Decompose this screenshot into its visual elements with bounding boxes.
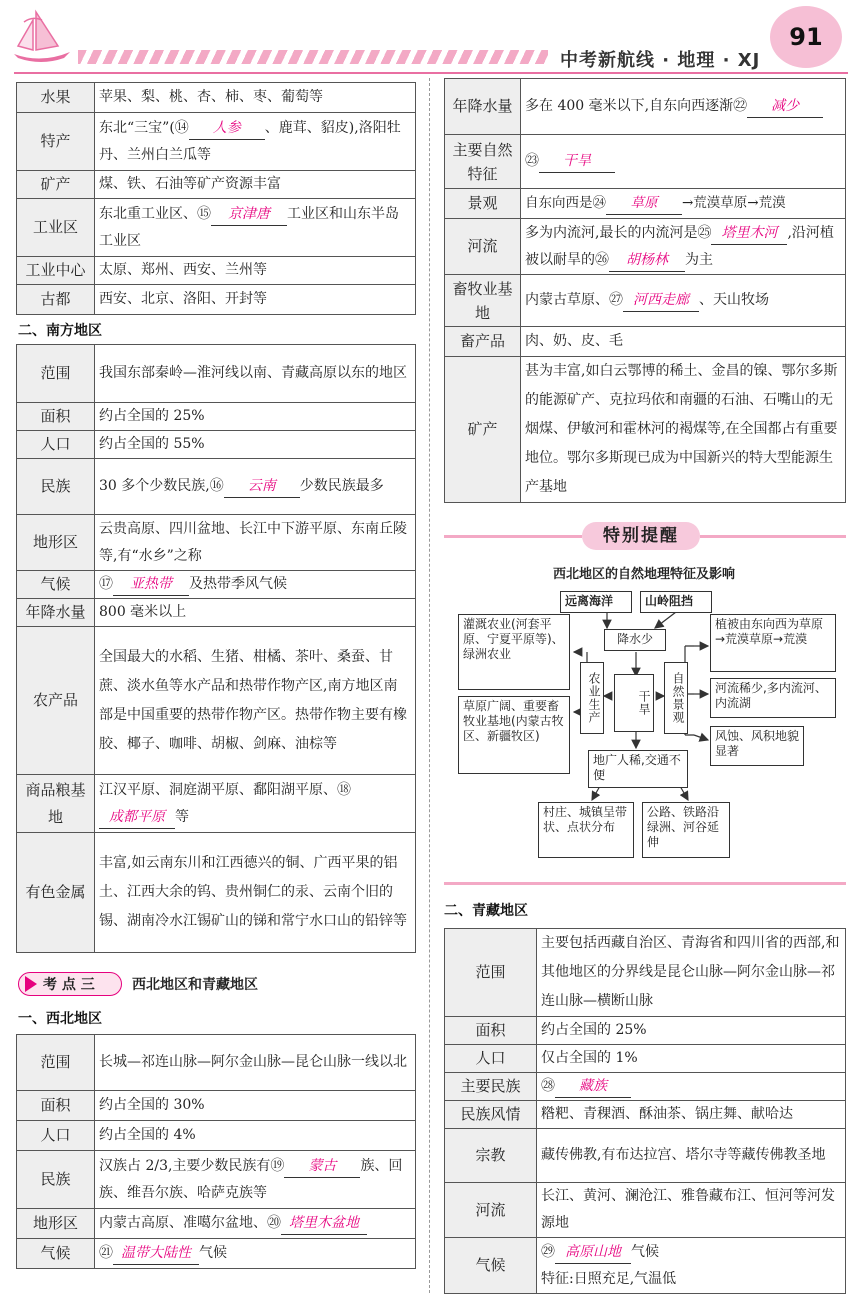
row-key: 畜产品 <box>445 327 521 357</box>
row-key: 农产品 <box>17 627 95 775</box>
row-key: 人口 <box>17 431 95 459</box>
row-key: 地形区 <box>17 515 95 571</box>
row-value: 多为内流河,最长的内流河是㉕ 塔里木河 ,沿河植被以耐旱的㉖ 胡杨林 为主 <box>521 219 846 275</box>
northwest-heading: 一、西北地区 <box>18 1011 102 1027</box>
row-key: 有色金属 <box>17 833 95 953</box>
row-value: 约占全国的 55% <box>95 431 416 459</box>
row-value: 全国最大的水稻、生猪、柑橘、茶叶、桑蚕、甘蔗、淡水鱼等水产品和热带作物产区,南方地区南部是中国重要的热带作物产区。热带作物主要有橡胶、椰子、咖啡、胡椒、剑麻、油棕等 <box>95 627 416 775</box>
qinghai-tibet-heading: 二、青藏地区 <box>444 903 528 919</box>
row-value: 内蒙古草原、㉗ 河西走廊 、天山牧场 <box>521 275 846 327</box>
row-key: 范围 <box>17 345 95 403</box>
answer-blank: 草原 <box>606 192 682 215</box>
wind-landform-box: 风蚀、风积地貌显著 <box>710 726 804 766</box>
row-value: ㉙ 高原山地 气候 特征:日照充足,气温低 <box>537 1238 846 1294</box>
settlement-distribution-box: 村庄、城镇呈带状、点状分布 <box>538 802 634 858</box>
transport-routes-box: 公路、铁路沿绿洲、河谷延伸 <box>642 802 730 858</box>
answer-blank: 人参 <box>189 117 265 140</box>
row-key: 人口 <box>17 1121 95 1151</box>
row-value: 主要包括西藏自治区、青海省和四川省的西部,和其他地区的分界线是昆仑山脉—阿尔金山脉—祁连山脉—横断山脉 <box>537 929 846 1017</box>
row-key: 范围 <box>17 1035 95 1091</box>
row-key: 水果 <box>17 83 95 113</box>
row-key: 人口 <box>445 1045 537 1073</box>
irrigation-agriculture-box: 灌溉农业(河套平原、宁夏平原等)、绿洲农业 <box>458 614 570 690</box>
row-key: 宗教 <box>445 1129 537 1183</box>
answer-blank: 胡杨林 <box>609 249 685 272</box>
header-title: 中考新航线 · 地理 · XJ <box>560 50 761 71</box>
row-value: 自东向西是㉔ 草原 →荒漠草原→荒漠 <box>521 189 846 219</box>
answer-blank: 云南 <box>224 475 300 498</box>
south-heading: 二、南方地区 <box>18 323 102 339</box>
rivers-box: 河流稀少,多内流河、内流湖 <box>710 678 836 718</box>
row-key: 民族风情 <box>445 1101 537 1129</box>
row-value: 内蒙古高原、准噶尔盆地、⑳ 塔里木盆地 <box>95 1209 416 1239</box>
grassland-pasture-box: 草原广阔、重要畜牧业基地(内蒙古牧区、新疆牧区) <box>458 696 570 774</box>
answer-blank: 亚热带 <box>113 573 189 596</box>
sparse-population-box: 地广人稀,交通不便 <box>588 750 688 788</box>
tip-badge: 特别提醒 <box>582 522 700 550</box>
row-key: 古都 <box>17 285 95 315</box>
row-value: ㉘ 藏族 <box>537 1073 846 1101</box>
row-key: 畜牧业基地 <box>445 275 521 327</box>
kaodian-title: 西北地区和青藏地区 <box>132 977 258 993</box>
row-value: 藏传佛教,有布达拉宫、塔尔寺等藏传佛教圣地 <box>537 1129 846 1183</box>
answer-blank: 藏族 <box>555 1075 631 1098</box>
row-key: 面积 <box>445 1017 537 1045</box>
row-value: 长城—祁连山脉—阿尔金山脉—昆仑山脉一线以北 <box>95 1035 416 1091</box>
row-key: 河流 <box>445 1183 537 1238</box>
row-value: 东北“三宝”(⑭ 人参 、鹿茸、貂皮),洛阳牡丹、兰州白兰瓜等 <box>95 113 416 171</box>
dry-box: 干旱 <box>614 674 654 732</box>
answer-blank: 减少 <box>747 95 823 118</box>
row-value: 丰富,如云南东川和江西德兴的铜、广西平果的铝土、江西大余的钨、贵州铜仁的汞、云南个旧的锡、湖南冷水江锡矿山的锑和常宁水口山的铅锌等 <box>95 833 416 953</box>
row-key: 民族 <box>17 1151 95 1209</box>
row-key: 河流 <box>445 219 521 275</box>
row-value: 约占全国的 25% <box>95 403 416 431</box>
row-value: 东北重工业区、⑮ 京津唐 工业区和山东半岛工业区 <box>95 199 416 257</box>
diagram-title: 西北地区的自然地理特征及影响 <box>552 567 735 582</box>
answer-blank: 塔里木河 <box>711 222 787 245</box>
row-value: 仅占全国的 1% <box>537 1045 846 1073</box>
row-value: 云贵高原、四川盆地、长江中下游平原、东南丘陵等,有“水乡”之称 <box>95 515 416 571</box>
qinghai-tibet-table <box>444 928 846 1294</box>
mountain-barrier-box: 山岭阻挡 <box>640 591 712 613</box>
row-key: 面积 <box>17 403 95 431</box>
row-value: 多在 400 毫米以下,自东向西逐渐㉒ 减少 <box>521 79 846 135</box>
answer-blank: 温带大陆性 <box>113 1242 199 1265</box>
row-value: 糌粑、青稞酒、酥油茶、锅庄舞、献哈达 <box>537 1101 846 1129</box>
row-value: 约占全国的 25% <box>537 1017 846 1045</box>
row-key: 年降水量 <box>17 599 95 627</box>
less-rain-box: 降水少 <box>604 629 666 651</box>
row-key: 景观 <box>445 189 521 219</box>
page-number: 91 <box>770 6 842 68</box>
row-value: ㉓ 干旱 <box>521 135 846 189</box>
far-from-sea-box: 远离海洋 <box>560 591 632 613</box>
row-key: 年降水量 <box>445 79 521 135</box>
row-value: 苹果、梨、桃、杏、柿、枣、葡萄等 <box>95 83 416 113</box>
tip-bottom-rule <box>444 882 846 885</box>
row-value: 我国东部秦岭—淮河线以南、青藏高原以东的地区 <box>95 345 416 403</box>
answer-blank: 京津唐 <box>211 203 287 226</box>
row-value: 煤、铁、石油等矿产资源丰富 <box>95 171 416 199</box>
row-value: 800 毫米以上 <box>95 599 416 627</box>
row-key: 商品粮基地 <box>17 775 95 833</box>
row-value: 甚为丰富,如白云鄂博的稀土、金昌的镍、鄂尔多斯的能源矿产、克拉玛依和南疆的石油、石嘴山的无烟煤、伊敏河和霍林河的褐煤等,在全国都占有重要地位。鄂尔多斯现已成为中国新兴的特大型能源生产基地 <box>521 357 846 503</box>
answer-blank: 干旱 <box>539 150 615 173</box>
row-value: 肉、奶、皮、毛 <box>521 327 846 357</box>
answer-blank: 塔里木盆地 <box>281 1212 367 1235</box>
answer-blank: 成都平原 <box>99 806 175 829</box>
row-value: 30 多个少数民族,⑯ 云南 少数民族最多 <box>95 459 416 515</box>
row-key: 气候 <box>17 1239 95 1269</box>
row-key: 矿产 <box>445 357 521 503</box>
row-key: 民族 <box>17 459 95 515</box>
row-key: 面积 <box>17 1091 95 1121</box>
row-value: ⑰ 亚热带 及热带季风气候 <box>95 571 416 599</box>
row-key: 气候 <box>445 1238 537 1294</box>
row-key: 范围 <box>445 929 537 1017</box>
row-value: 江汉平原、洞庭湖平原、鄱阳湖平原、⑱成都平原 等 <box>95 775 416 833</box>
row-key: 矿产 <box>17 171 95 199</box>
row-value: 太原、郑州、西安、兰州等 <box>95 257 416 285</box>
row-value: 长江、黄河、澜沧江、雅鲁藏布江、恒河等河发源地 <box>537 1183 846 1238</box>
agriculture-box: 农业生产 <box>580 662 604 734</box>
row-key: 主要自然特征 <box>445 135 521 189</box>
row-key: 气候 <box>17 571 95 599</box>
row-key: 主要民族 <box>445 1073 537 1101</box>
row-value: 约占全国的 4% <box>95 1121 416 1151</box>
answer-blank: 高原山地 <box>555 1241 631 1264</box>
row-key: 特产 <box>17 113 95 171</box>
row-value: 汉族占 2/3,主要少数民族有⑲ 蒙古 族、回族、维吾尔族、哈萨克族等 <box>95 1151 416 1209</box>
row-value: 西安、北京、洛阳、开封等 <box>95 285 416 315</box>
natural-landscape-box: 自然景观 <box>664 662 688 734</box>
vegetation-gradient-box: 植被由东向西为草原→荒漠草原→荒漠 <box>710 614 836 672</box>
kaodian-badge: 考 点 三 <box>18 972 122 996</box>
row-key: 地形区 <box>17 1209 95 1239</box>
row-key: 工业中心 <box>17 257 95 285</box>
answer-blank: 河西走廊 <box>623 289 699 312</box>
answer-blank: 蒙古 <box>284 1155 360 1178</box>
row-key: 工业区 <box>17 199 95 257</box>
row-value: 约占全国的 30% <box>95 1091 416 1121</box>
row-value: ㉑ 温带大陆性 气候 <box>95 1239 416 1269</box>
